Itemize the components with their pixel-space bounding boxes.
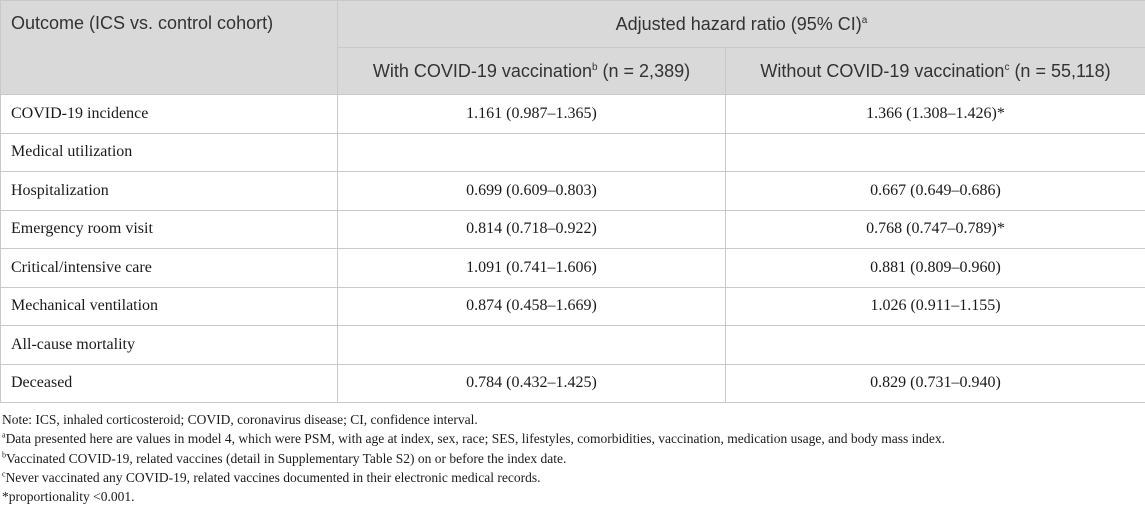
outcome-cell: Hospitalization: [1, 172, 338, 211]
footnote-c-mark: c: [2, 469, 6, 479]
without-vaccination-cell: [726, 133, 1145, 172]
footnote-a: [2, 429, 945, 448]
with-vaccination-cell: [338, 326, 726, 365]
with-vaccination-column-header: [338, 48, 726, 95]
without-vaccination-cell: 0.768 (0.747–0.789)*: [726, 210, 1145, 249]
outcome-cell: All-cause mortality: [1, 326, 338, 365]
without-vaccination-cell: [726, 326, 1145, 365]
footnote-note: [2, 410, 945, 429]
table-footnotes: [2, 410, 945, 506]
adjusted-hr-group-header-text: Adjusted hazard ratio (95% CI): [615, 13, 862, 34]
adjusted-hr-group-header: [338, 1, 1145, 48]
table-row: [1, 287, 1145, 326]
outcome-cell: Medical utilization: [1, 133, 338, 172]
footnote-a-mark: a: [2, 430, 6, 440]
without-vaccination-cell: 1.366 (1.308–1.426)*: [726, 95, 1145, 134]
footnote-star-text: *proportionality <0.001.: [2, 489, 135, 505]
footnote-c-text: Never vaccinated any COVID-19, related vaccines documented in their electronic medical records.: [5, 469, 541, 485]
with-vaccination-cell: 1.161 (0.987–1.365): [338, 95, 726, 134]
outcome-cell: Mechanical ventilation: [1, 287, 338, 326]
without-vaccination-cell: 1.026 (0.911–1.155): [726, 287, 1145, 326]
with-vaccination-cell: 0.784 (0.432–1.425): [338, 364, 726, 403]
table-row: [1, 364, 1145, 403]
table-row: [1, 210, 1145, 249]
table-row: [1, 95, 1145, 134]
outcome-cell: Deceased: [1, 364, 338, 403]
without-vaccination-column-header: [726, 48, 1145, 95]
table-row: [1, 172, 1145, 211]
footnote-b-text: Vaccinated COVID-19, related vaccines (detail in Supplementary Table S2) on or before the index date.: [6, 450, 567, 466]
footnote-a-text: Data presented here are values in model 4, which were PSM, with age at index, sex, race; SES, lifestyles, comorbidities, vaccination, medication usage, and body mass index.: [5, 431, 946, 447]
without-vaccination-cell: 0.829 (0.731–0.940): [726, 364, 1145, 403]
with-vaccination-n: (n = 2,389): [597, 60, 691, 81]
table-row: [1, 249, 1145, 288]
without-vaccination-cell: 0.667 (0.649–0.686): [726, 172, 1145, 211]
outcome-cell: Emergency room visit: [1, 210, 338, 249]
without-vaccination-n: (n = 55,118): [1009, 60, 1111, 81]
footnote-note-text: Note: ICS, inhaled corticosteroid; COVID, coronavirus disease; CI, confidence interval.: [2, 412, 478, 427]
with-vaccination-cell: 0.699 (0.609–0.803): [338, 172, 726, 211]
table-header: [1, 1, 1145, 95]
outcome-column-header: [1, 1, 338, 95]
outcome-cell: COVID-19 incidence: [1, 95, 338, 134]
with-vaccination-header-text: With COVID-19 vaccination: [372, 60, 592, 81]
footnote-b-mark: b: [2, 450, 6, 460]
footnote-b-marker: b: [591, 61, 598, 73]
footnote-c-marker: c: [1004, 61, 1010, 73]
footnote-a-marker: a: [861, 14, 868, 26]
footnote-star: [2, 487, 945, 506]
table-body: [1, 95, 1145, 403]
table-row: [1, 326, 1145, 365]
with-vaccination-cell: 0.814 (0.718–0.922): [338, 210, 726, 249]
with-vaccination-cell: 1.091 (0.741–1.606): [338, 249, 726, 288]
without-vaccination-cell: 0.881 (0.809–0.960): [726, 249, 1145, 288]
footnote-b: [2, 449, 945, 468]
table-row: [1, 133, 1145, 172]
with-vaccination-cell: [338, 133, 726, 172]
without-vaccination-header-text: Without COVID-19 vaccination: [760, 60, 1005, 81]
footnote-c: [2, 468, 945, 487]
outcome-cell: Critical/intensive care: [1, 249, 338, 288]
with-vaccination-cell: 0.874 (0.458–1.669): [338, 287, 726, 326]
outcome-column-header-text: Outcome (ICS vs. control cohort): [11, 13, 274, 33]
